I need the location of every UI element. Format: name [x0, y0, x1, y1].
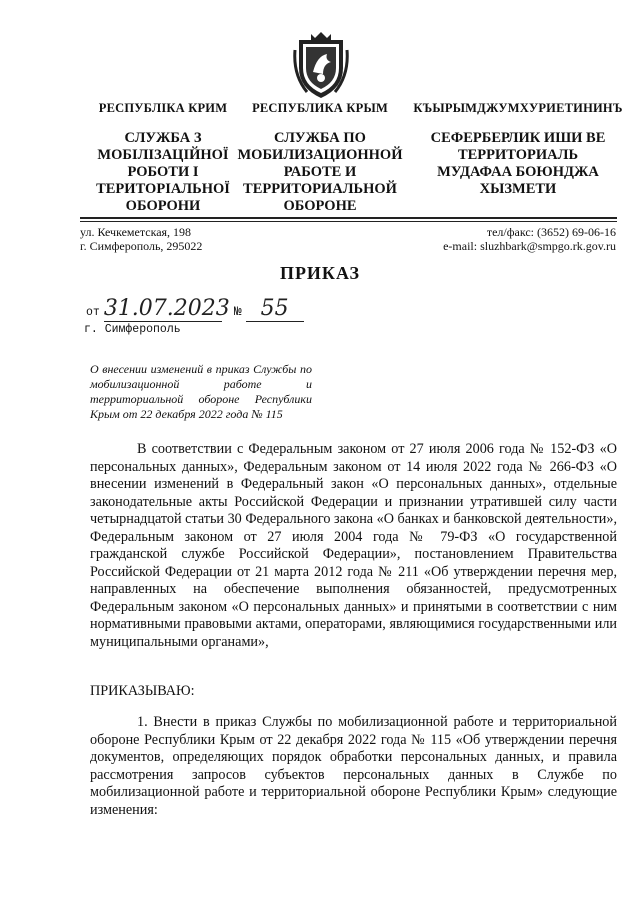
service-line: СЛУЖБА ПО	[274, 130, 366, 146]
republic-name-ukrainian: РЕСПУБЛІКА КРИМ	[98, 101, 228, 115]
street-address: ул. Кечкеметская, 198	[80, 225, 192, 239]
header-column-crimean-tatar	[410, 101, 626, 198]
service-name-crimean-tatar	[410, 130, 626, 198]
phone-fax: тел/факс: (3652) 69-06-16	[486, 225, 616, 239]
handwritten-date: 31.07.2023	[103, 296, 230, 321]
date-number-line	[86, 296, 386, 322]
city-line: г. Симферополь	[84, 323, 181, 336]
service-line: РОБОТИ І	[127, 164, 199, 180]
service-line: СЛУЖБА З	[124, 130, 202, 146]
document-title: ПРИКАЗ	[279, 263, 361, 283]
service-name-russian	[230, 130, 410, 215]
date-prefix: от	[86, 306, 100, 319]
number-prefix: №	[233, 304, 242, 319]
document-subject: О внесении изменений в приказ Службы по мобилизационной работе и территориальной обороне Республики Крым от 22 декабря 2022 года № 115	[90, 362, 312, 421]
service-line: ТЕРИТОРІАЛЬНОЇ	[96, 181, 230, 197]
service-line: ОБОРОНЕ	[283, 198, 357, 214]
service-line: ТЕРРИТОРИАЛЬ	[457, 147, 579, 163]
crimea-coat-of-arms-emblem	[293, 30, 349, 102]
address-block	[80, 225, 202, 253]
email: e-mail: sluzhbark@smpgo.rk.gov.ru	[443, 239, 616, 253]
order-item-1: 1. Внести в приказ Службы по мобилизационной работе и территориальной обороне Республики Крым от 22 декабря 2022 года № 115 «Об утверждении перечня документов, определяющих порядок обработки персональных данных, и правила рассмотрения запросов субъектов персональных данных в Службе по мобилизационной работе и территориальной обороне Республики Крым» следующие изменения:	[90, 714, 617, 818]
service-line: ТЕРРИТОРИАЛЬНОЙ	[243, 181, 397, 197]
order-word: ПРИКАЗЫВАЮ:	[90, 683, 195, 699]
service-line: МУДАФАА БОЮНДЖА	[437, 164, 599, 180]
republic-name-russian: РЕСПУБЛИКА КРЫМ	[252, 101, 388, 115]
contact-block	[443, 225, 616, 253]
republic-name-crimean-tatar: КЪЫРЫМДЖУМХУРИЕТИНИНЪ	[413, 101, 623, 115]
header-divider	[80, 217, 617, 219]
service-line: МОБИЛИЗАЦИОННОЙ	[237, 147, 403, 163]
header-column-russian	[230, 101, 410, 215]
handwritten-number: 55	[260, 296, 289, 321]
header-divider-thin	[80, 221, 617, 222]
service-line: ОБОРОНИ	[125, 198, 201, 214]
city-postcode: г. Симферополь, 295022	[80, 239, 203, 253]
service-line: МОБІЛІЗАЦІЙНОЇ	[97, 147, 229, 163]
service-line: ХЫЗМЕТИ	[479, 181, 557, 197]
preamble-paragraph: В соответствии с Федеральным законом от 27 июля 2006 года № 152-ФЗ «О персональных данных», Федеральным законом от 14 июля 2022 года № 266-ФЗ «О внесении изменений в Федеральный закон «О персональных данных», отдельные законодательные акты Российской Федерации и признании утратившей силу части четырнадцатой статьи 30 Федерального закона «О банках и банковской деятельности», Федеральным законом от 27 июля 2004 года № 79-ФЗ «О государственной гражданской службе Российской Федерации», постановлением Правительства Российской Федерации от 21 марта 2012 года № 211 «Об утверждении перечня мер, направленных на обеспечение выполнения обязанностей, предусмотренных Федеральным законом «О персональных данных» и принятыми в соответствии с ним нормативными правовыми актами, операторами, являющимися государственными или муниципальными органами»,	[90, 441, 617, 650]
service-line: СЕФЕРБЕРЛИК ИШИ ВЕ	[430, 130, 606, 146]
service-line: РАБОТЕ И	[283, 164, 357, 180]
